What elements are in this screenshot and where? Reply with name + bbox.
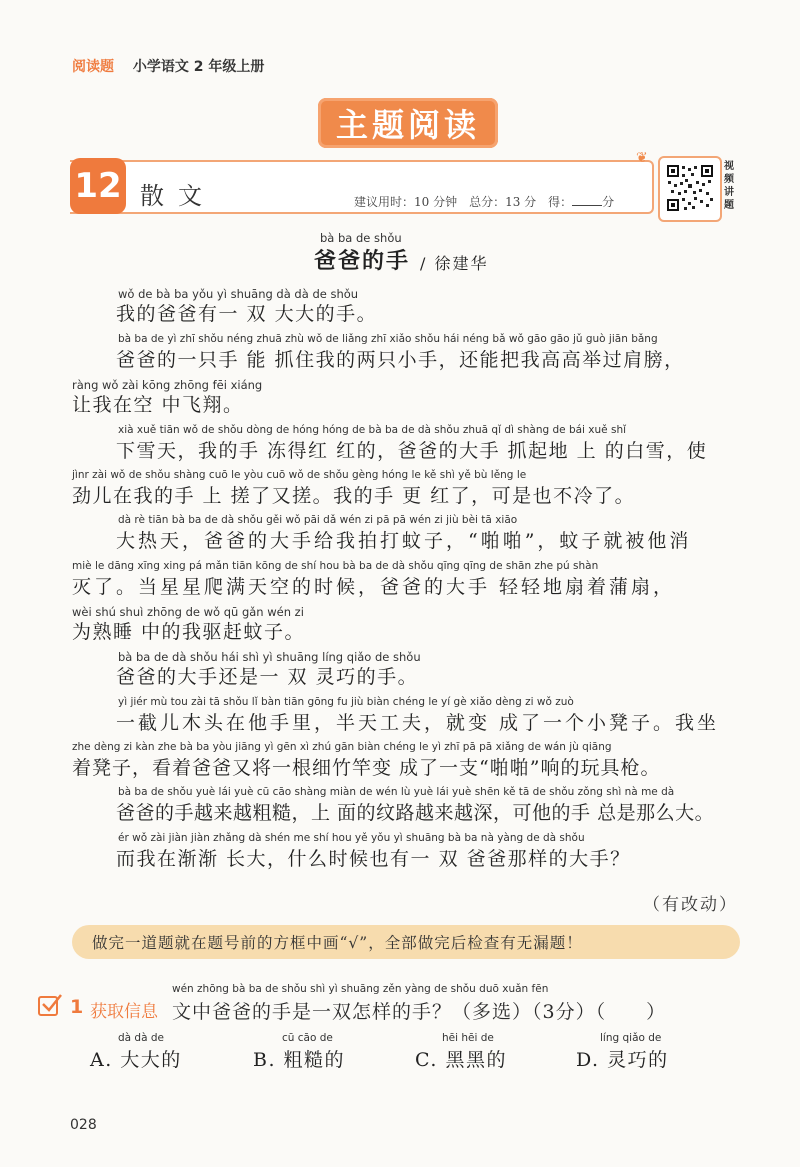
line-2-pinyin: bà ba de yì zhī shǒu néng zhuā zhù wǒ de liǎng zhī xiǎo shǒu hái néng bǎ wǒ gāo gāo jǔ guò jiān bǎng	[118, 333, 658, 345]
banner-text: 主题阅读	[335, 106, 480, 144]
line-3-pinyin: ràng wǒ zài kōng zhōng fēi xiáng	[72, 378, 263, 392]
page-header	[72, 56, 264, 76]
line-5-pinyin: jìnr zài wǒ de shǒu shàng cuō le yòu cuō wǒ de shǒu gèng hóng le kě shì yě bù lěng le	[72, 469, 527, 481]
line-1-text: 我的爸爸有一 双 大大的手。	[116, 303, 378, 325]
sprout-icon: ❦	[636, 150, 648, 166]
qr-code-icon	[666, 164, 714, 212]
page-number: 028	[70, 1117, 97, 1133]
line-11-text: 着凳子，看着爸爸又将一根细竹竿变 成了一支“啪啪”响的玩具枪。	[72, 757, 661, 779]
option-b-pinyin: cū cāo de	[282, 1032, 333, 1044]
line-3-text: 让我在空 中飞翔。	[72, 394, 244, 416]
line-12-pinyin: bà ba de shǒu yuè lái yuè cū cāo shàng miàn de wén lù yuè lái yuè shēn kě tā de shǒu zǒng shì nà me dà	[118, 786, 675, 798]
article-author: / 徐建华	[420, 254, 489, 273]
qr-code-frame[interactable]	[658, 156, 722, 222]
article-title: 爸爸的手	[314, 249, 411, 274]
line-8-text: 为熟睡 中的我驱赶蚊子。	[72, 621, 306, 643]
option-c-pinyin: hēi hēi de	[442, 1032, 494, 1044]
option-a-pinyin: dà dà de	[118, 1032, 164, 1044]
option-d[interactable]: D. 灵巧的	[576, 1049, 669, 1071]
line-5-text: 劲儿在我的手 上 搓了又搓。我的手 更 红了，可是也不冷了。	[72, 485, 636, 507]
section-title: 散文	[140, 182, 216, 210]
line-4-pinyin: xià xuě tiān wǒ de shǒu dòng de hóng hóng de bà ba de dà shǒu zhuā qǐ dì shàng de bái xuě shǐ	[118, 424, 627, 436]
line-4-text: 下雪天，我的手 冻得红 红的，爸爸的大手 抓起地 上 的白雪，使	[116, 440, 708, 462]
line-10-text: 一截儿木头在他手里，半天工夫，就变 成了一个小凳子。我坐	[116, 712, 720, 734]
score-blank	[572, 195, 602, 206]
section-info-text: 建议用时：10 分钟 总分：13 分 得：	[354, 195, 573, 209]
question-category: 获取信息	[90, 1002, 158, 1022]
header-book: 小学语文 2 年级上册	[132, 59, 265, 75]
option-b[interactable]: B. 粗糙的	[253, 1049, 346, 1071]
score-unit: 分	[602, 195, 615, 209]
line-6-pinyin: dà rè tiān bà ba de dà shǒu gěi wǒ pāi dǎ wén zi pā pā wén zi jiù bèi tā xiāo	[118, 514, 518, 526]
section-number: 12	[70, 158, 126, 214]
line-6-text: 大热天，爸爸的大手给我拍打蚊子，“啪啪”，蚊子就被他消	[116, 530, 692, 552]
line-9-text: 爸爸的大手还是一 双 灵巧的手。	[116, 666, 419, 688]
option-c[interactable]: C. 黑黑的	[415, 1049, 507, 1071]
header-tag: 阅读题	[72, 59, 114, 75]
checkbox-icon[interactable]	[38, 996, 58, 1016]
line-8-pinyin: wèi shú shuì zhōng de wǒ qū gǎn wén zi	[72, 605, 304, 619]
check-mark-icon	[41, 993, 63, 1015]
option-a[interactable]: A. 大大的	[90, 1049, 182, 1071]
tip-text: 做完一道题就在题号前的方框中画“√”，全部做完后检查有无漏题！	[92, 934, 583, 952]
option-d-pinyin: líng qiǎo de	[600, 1032, 662, 1044]
section-banner	[318, 98, 498, 148]
line-13-pinyin: ér wǒ zài jiàn jiàn zhǎng dà shén me shí hou yě yǒu yì shuāng bà ba nà yàng de dà shǒu	[118, 832, 585, 844]
question-number: 1	[70, 996, 84, 1018]
tip-banner	[72, 925, 740, 959]
line-9-pinyin: bà ba de dà shǒu hái shì yì shuāng líng qiǎo de shǒu	[118, 650, 421, 664]
line-7-pinyin: miè le dāng xīng xing pá mǎn tiān kōng de shí hou bà ba de dà shǒu qīng qīng de shān zhe pú shàn	[72, 560, 599, 572]
article-title-pinyin: bà ba de shǒu	[320, 231, 402, 245]
question-text: 文中爸爸的手是一双怎样的手？（多选）（3分）（ ）	[172, 1001, 667, 1023]
section-info	[354, 193, 614, 210]
line-11-pinyin: zhe dèng zi kàn zhe bà ba yòu jiāng yì gēn xì zhú gān biàn chéng le yì zhī pā pā xiǎng de wán jù qiāng	[72, 741, 612, 753]
line-13-text: 而我在渐渐 长大，什么时候也有一 双 爸爸那样的大手？	[116, 848, 631, 870]
line-10-pinyin: yì jiér mù tou zài tā shǒu lǐ bàn tiān gōng fu jiù biàn chéng le yí gè xiǎo dèng zi wǒ zuò	[118, 696, 574, 708]
line-2-text: 爸爸的一只手 能 抓住我的两只小手，还能把我高高举过肩膀，	[116, 349, 685, 371]
question-pinyin: wén zhōng bà ba de shǒu shì yì shuāng zěn yàng de shǒu duō xuǎn fēn	[172, 983, 549, 995]
line-12-text: 爸爸的手越来越粗糙，上 面的纹路越来越深，可他的手 总是那么大。	[116, 802, 715, 824]
qr-label: 视频讲题	[724, 161, 734, 211]
line-7-text: 灭了。当星星爬满天空的时候，爸爸的大手 轻轻地扇着蒲扇，	[72, 576, 676, 598]
revised-note: （有改动）	[643, 895, 738, 915]
line-1-pinyin: wǒ de bà ba yǒu yì shuāng dà dà de shǒu	[118, 287, 359, 301]
